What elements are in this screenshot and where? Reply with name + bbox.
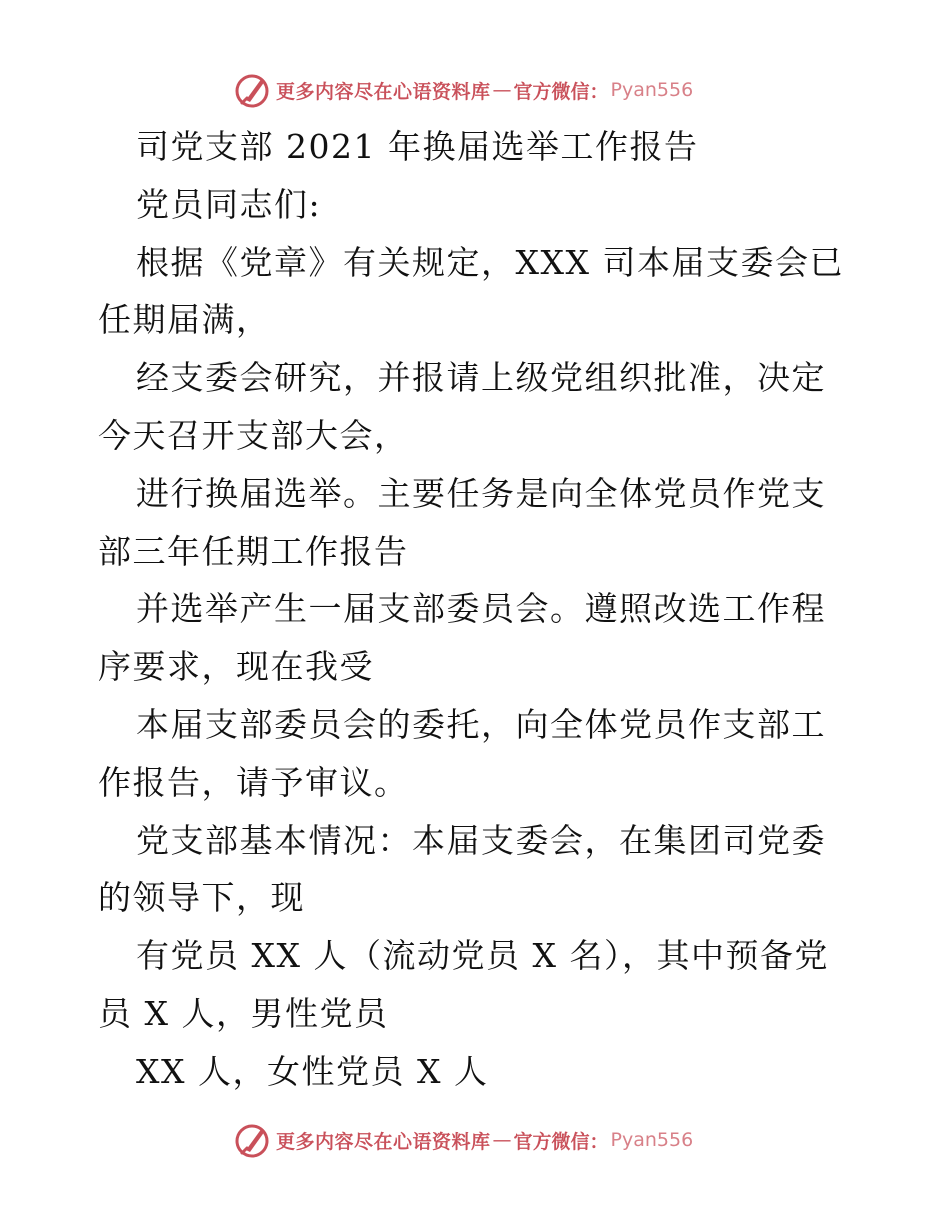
quill-logo-icon xyxy=(232,70,272,110)
watermark-text: 更多内容尽在心语资料库 xyxy=(276,1130,491,1153)
watermark-wechat-id: Pyan556 xyxy=(610,1129,694,1151)
document-body xyxy=(98,118,858,1101)
watermark-text: 更多内容尽在心语资料库 xyxy=(276,80,491,103)
watermark-separator: — xyxy=(492,1129,512,1151)
paragraph: 进行换届选举。主要任务是向全体党员作党支部三年任期工作报告 xyxy=(98,473,826,571)
document-title: 司党支部 2021 年换届选举工作报告 xyxy=(136,127,699,166)
watermark-wechat-label: 官方微信： xyxy=(513,1130,609,1153)
paragraph: 党员同志们: xyxy=(136,184,322,224)
watermark-separator: — xyxy=(492,79,512,101)
watermark-wechat-label: 官方微信： xyxy=(513,80,609,103)
paragraph: 有党员 XX 人（流动党员 X 名），其中预备党员 X 人，男性党员 xyxy=(98,936,829,1033)
paragraph: XX 人，女性党员 X 人 xyxy=(136,1051,489,1091)
paragraph: 党支部基本情况：本届支委会，在集团司党委的领导下，现 xyxy=(98,820,826,918)
paragraph: 根据《党章》有关规定，XXX 司本届支委会已任期届满， xyxy=(98,242,844,340)
watermark-wechat-id: Pyan556 xyxy=(610,79,694,101)
paragraph: 并选举产生一届支部委员会。遵照改选工作程序要求，现在我受 xyxy=(98,589,826,687)
watermark-banner-bottom xyxy=(232,1120,693,1160)
watermark-banner-top xyxy=(232,70,693,110)
paragraph: 本届支部委员会的委托，向全体党员作支部工作报告，请予审议。 xyxy=(98,704,826,802)
paragraph: 经支委会研究，并报请上级党组织批准，决定今天召开支部大会， xyxy=(98,358,826,455)
quill-logo-icon xyxy=(232,1120,272,1160)
